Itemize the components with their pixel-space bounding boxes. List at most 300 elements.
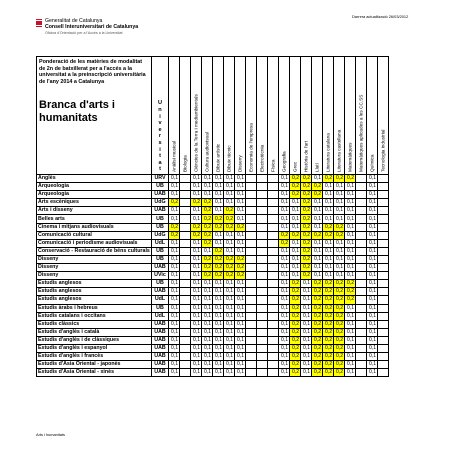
weight-cell [246, 353, 257, 361]
weight-cell: 0,2 [312, 369, 323, 377]
weight-cell: 0,1 [191, 288, 202, 296]
weight-cell [180, 272, 191, 280]
weight-cell: 0,1 [191, 255, 202, 263]
weight-cell: 0,1 [213, 336, 224, 344]
weight-cell: 0,2 [301, 199, 312, 207]
weight-cell: 0,1 [301, 304, 312, 312]
subject-header [268, 57, 279, 175]
university-code: UAB [152, 361, 169, 369]
weight-cell: 0,1 [345, 353, 356, 361]
weight-cell [268, 207, 279, 215]
weight-cell [268, 296, 279, 304]
weight-cell [246, 304, 257, 312]
table-row [37, 369, 389, 377]
subject-header-label: Disseny [237, 155, 243, 172]
weight-cell [268, 183, 279, 191]
weight-cell: 0,1 [202, 247, 213, 255]
weight-cell: 0,1 [334, 199, 345, 207]
weight-cell [356, 328, 367, 336]
subject-header-label: Economia de l'empresa [248, 123, 254, 172]
weight-cell: 0,1 [235, 175, 246, 183]
university-code: UAB [152, 344, 169, 352]
degree-name: Estudis d'Àsia Oriental - xinès [37, 369, 152, 377]
table-row [37, 264, 389, 272]
weight-cell: 0,2 [323, 328, 334, 336]
weight-cell: 0,1 [235, 296, 246, 304]
footer-label: Arts i humanitats [36, 432, 65, 437]
weight-cell: 0,2 [290, 231, 301, 239]
degree-name: Disseny [37, 264, 152, 272]
weight-cell [257, 288, 268, 296]
weight-cell: 0,1 [323, 264, 334, 272]
weight-cell: 0,1 [367, 199, 378, 207]
weight-cell: 0,1 [345, 361, 356, 369]
weight-cell: 0,1 [213, 199, 224, 207]
weight-cell [257, 312, 268, 320]
weight-cell [257, 296, 268, 304]
weight-cell: 0,2 [323, 231, 334, 239]
weight-cell: 0,1 [191, 247, 202, 255]
table-row [37, 353, 389, 361]
weight-cell: 0,1 [235, 207, 246, 215]
weight-cell [356, 296, 367, 304]
table-header-row [37, 57, 389, 175]
weight-cell: 0,1 [334, 239, 345, 247]
table-row [37, 239, 389, 247]
weight-cell [378, 296, 389, 304]
weight-cell [180, 231, 191, 239]
weight-cell: 0,1 [224, 247, 235, 255]
subject-header-label: Literatura catalana [325, 133, 331, 172]
weight-cell: 0,1 [279, 175, 290, 183]
weight-cell: 0,1 [345, 239, 356, 247]
weight-cell [180, 199, 191, 207]
weight-cell: 0,1 [279, 320, 290, 328]
weight-cell: 0,1 [367, 191, 378, 199]
weight-cell: 0,1 [224, 369, 235, 377]
weight-cell: 0,1 [367, 304, 378, 312]
weight-cell [378, 231, 389, 239]
weight-cell [356, 239, 367, 247]
degree-name: Comunicació i periodisme audiovisuals [37, 239, 152, 247]
weight-cell [268, 239, 279, 247]
university-code: UAB [152, 320, 169, 328]
weight-cell: 0,2 [301, 175, 312, 183]
weight-cell: 0,1 [334, 264, 345, 272]
weight-cell: 0,1 [367, 336, 378, 344]
weight-cell: 0,1 [279, 344, 290, 352]
weight-cell: 0,2 [345, 288, 356, 296]
weight-cell: 0,1 [235, 312, 246, 320]
weight-cell: 0,2 [323, 312, 334, 320]
subject-header [213, 57, 224, 175]
weight-cell: 0,2 [323, 361, 334, 369]
weight-cell [246, 272, 257, 280]
weight-cell [378, 272, 389, 280]
weight-cell: 0,2 [334, 353, 345, 361]
table-intro: Ponderació de les matèries de modalitat de 2n de batxillerat per a l'accés a la universitat a la preinscripció universitària de l'any 2014 a Catalunya [39, 59, 146, 85]
weight-cell: 0,2 [323, 353, 334, 361]
weight-cell: 0,2 [290, 304, 301, 312]
weight-cell: 0,1 [202, 312, 213, 320]
weight-cell: 0,1 [224, 231, 235, 239]
weight-cell: 0,2 [334, 344, 345, 352]
weight-cell [180, 207, 191, 215]
university-column-header: U n i v e r s i t a t [152, 57, 169, 175]
weight-cell: 0,1 [169, 175, 180, 183]
table-row [37, 191, 389, 199]
weight-cell [180, 247, 191, 255]
weight-cell: 0,2 [312, 296, 323, 304]
weight-cell: 0,2 [312, 320, 323, 328]
weight-cell: 0,2 [301, 264, 312, 272]
weight-cell: 0,1 [279, 369, 290, 377]
weight-cell [257, 353, 268, 361]
weight-cell: 0,2 [290, 344, 301, 352]
weight-cell: 0,2 [323, 280, 334, 288]
weight-cell: 0,1 [191, 215, 202, 223]
table-row [37, 175, 389, 183]
weight-cell: 0,1 [279, 191, 290, 199]
weight-cell: 0,1 [279, 312, 290, 320]
weight-cell: 0,1 [301, 361, 312, 369]
degree-name: Estudis catalans i occitans [37, 312, 152, 320]
weight-cell [257, 191, 268, 199]
weight-cell: 0,2 [290, 312, 301, 320]
weight-cell: 0,2 [224, 223, 235, 231]
weight-cell [180, 328, 191, 336]
subject-header [169, 57, 180, 175]
weight-cell: 0,1 [345, 255, 356, 263]
weight-cell: 0,1 [202, 336, 213, 344]
weight-cell [257, 207, 268, 215]
subject-header-label: Física [270, 159, 276, 172]
subject-header [290, 57, 301, 175]
weight-cell: 0,1 [312, 175, 323, 183]
weight-cell: 0,1 [367, 239, 378, 247]
weight-cell: 0,1 [213, 191, 224, 199]
weight-cell: 0,2 [312, 312, 323, 320]
weight-cell [378, 336, 389, 344]
weight-cell: 0,1 [213, 361, 224, 369]
weight-cell: 0,2 [312, 183, 323, 191]
weight-cell: 0,1 [345, 247, 356, 255]
weight-cell: 0,1 [224, 312, 235, 320]
weight-cell: 0,1 [191, 304, 202, 312]
weight-cell: 0,2 [301, 207, 312, 215]
weight-cell: 0,1 [290, 264, 301, 272]
weight-cell [356, 247, 367, 255]
weight-cell: 0,1 [301, 288, 312, 296]
weight-cell: 0,1 [345, 336, 356, 344]
weight-cell: 0,1 [213, 320, 224, 328]
subject-header [345, 57, 356, 175]
subject-header [323, 57, 334, 175]
university-code: UB [152, 255, 169, 263]
last-updated: Darrera actualització 26/03/2012 [352, 14, 409, 19]
university-code: UdL [152, 239, 169, 247]
weight-cell: 0,1 [224, 199, 235, 207]
weight-cell: 0,1 [191, 207, 202, 215]
weight-cell [268, 353, 279, 361]
weight-cell: 0,2 [235, 255, 246, 263]
weight-cell: 0,1 [367, 231, 378, 239]
weight-cell: 0,2 [202, 199, 213, 207]
weight-cell [246, 199, 257, 207]
weight-cell: 0,1 [301, 369, 312, 377]
weight-cell: 0,2 [224, 264, 235, 272]
weight-cell: 0,1 [235, 320, 246, 328]
weight-cell: 0,1 [279, 280, 290, 288]
university-code: UAB [152, 264, 169, 272]
weight-cell: 0,1 [312, 272, 323, 280]
weight-cell: 0,1 [235, 344, 246, 352]
subject-header [378, 57, 389, 175]
weight-cell [378, 255, 389, 263]
weight-cell [378, 328, 389, 336]
weight-cell: 0,2 [345, 296, 356, 304]
weight-cell [246, 296, 257, 304]
weight-cell [268, 328, 279, 336]
weight-cell [246, 264, 257, 272]
weight-cell: 0,1 [279, 215, 290, 223]
weight-cell: 0,1 [323, 272, 334, 280]
weight-cell: 0,1 [367, 215, 378, 223]
subject-header [202, 57, 213, 175]
weight-cell [257, 183, 268, 191]
weight-cell: 0,2 [312, 361, 323, 369]
weight-cell: 0,2 [213, 264, 224, 272]
weight-cell: 0,1 [334, 191, 345, 199]
weight-cell: 0,2 [290, 328, 301, 336]
weight-cell: 0,1 [235, 304, 246, 312]
weight-cell: 0,1 [202, 183, 213, 191]
weight-cell: 0,2 [323, 175, 334, 183]
weight-cell [257, 336, 268, 344]
weight-cell: 0,1 [334, 255, 345, 263]
subject-header-label: Ciències de la Terra i mediambientals [193, 94, 199, 172]
weight-cell: 0,1 [290, 199, 301, 207]
weight-cell: 0,1 [169, 215, 180, 223]
weight-cell: 0,2 [301, 191, 312, 199]
weight-cell [378, 288, 389, 296]
weight-cell: 0,2 [312, 353, 323, 361]
weight-cell: 0,1 [312, 264, 323, 272]
weight-cell [257, 361, 268, 369]
subject-header [246, 57, 257, 175]
weight-cell: 0,1 [301, 353, 312, 361]
weight-cell: 0,1 [323, 255, 334, 263]
degree-name: Estudis d'anglès i espanyol [37, 344, 152, 352]
weight-cell: 0,1 [345, 191, 356, 199]
weight-cell: 0,2 [202, 272, 213, 280]
university-code: UB [152, 247, 169, 255]
weight-cell: 0,1 [191, 336, 202, 344]
weight-cell: 0,1 [191, 369, 202, 377]
weight-cell [378, 223, 389, 231]
weight-cell [268, 247, 279, 255]
table-row [37, 199, 389, 207]
weight-cell [180, 361, 191, 369]
weight-cell [378, 191, 389, 199]
weight-cell [180, 296, 191, 304]
weight-cell: 0,1 [224, 336, 235, 344]
weight-cell: 0,2 [334, 280, 345, 288]
weight-cell: 0,1 [279, 199, 290, 207]
university-code: UAB [152, 369, 169, 377]
weight-cell [356, 272, 367, 280]
weight-cell: 0,1 [213, 328, 224, 336]
weight-cell: 0,1 [279, 304, 290, 312]
weight-cell: 0,1 [224, 304, 235, 312]
subject-header [367, 57, 378, 175]
weight-cell: 0,1 [290, 239, 301, 247]
weight-cell: 0,1 [224, 191, 235, 199]
weight-cell [257, 255, 268, 263]
weight-cell [180, 320, 191, 328]
weight-cell: 0,1 [235, 183, 246, 191]
weight-cell [257, 239, 268, 247]
weight-cell: 0,1 [367, 272, 378, 280]
weight-cell [356, 361, 367, 369]
table-row [37, 304, 389, 312]
weight-cell: 0,1 [367, 264, 378, 272]
university-code: UAB [152, 288, 169, 296]
weight-cell: 0,2 [224, 272, 235, 280]
weight-cell [257, 304, 268, 312]
weight-cell: 0,1 [169, 344, 180, 352]
weight-cell [180, 183, 191, 191]
weight-cell: 0,2 [334, 369, 345, 377]
weight-cell [246, 191, 257, 199]
weight-cell: 0,1 [213, 344, 224, 352]
weight-cell: 0,2 [334, 312, 345, 320]
weight-cell: 0,1 [345, 344, 356, 352]
table-row [37, 361, 389, 369]
weight-cell: 0,1 [235, 239, 246, 247]
weight-cell: 0,1 [345, 328, 356, 336]
table-row [37, 288, 389, 296]
weight-cell: 0,1 [345, 183, 356, 191]
weight-cell: 0,1 [367, 255, 378, 263]
weight-cell: 0,1 [279, 255, 290, 263]
subject-header [224, 57, 235, 175]
weight-cell: 0,1 [323, 247, 334, 255]
weight-cell: 0,1 [323, 191, 334, 199]
weight-cell: 0,1 [169, 312, 180, 320]
degree-name: Anglès [37, 175, 152, 183]
weight-cell: 0,1 [169, 247, 180, 255]
weight-cell: 0,2 [312, 336, 323, 344]
weight-cell: 0,1 [235, 231, 246, 239]
weight-cell: 0,2 [334, 304, 345, 312]
weight-cell: 0,1 [279, 328, 290, 336]
university-code: UdL [152, 296, 169, 304]
weight-cell: 0,2 [334, 223, 345, 231]
weight-cell: 0,1 [367, 361, 378, 369]
weight-cell: 0,1 [235, 288, 246, 296]
weight-cell: 0,1 [191, 175, 202, 183]
weight-cell [246, 280, 257, 288]
weight-cell: 0,2 [224, 215, 235, 223]
weight-cell: 0,1 [169, 304, 180, 312]
weight-cell [246, 247, 257, 255]
weight-cell: 0,1 [290, 223, 301, 231]
table-row [37, 328, 389, 336]
weight-cell: 0,1 [279, 353, 290, 361]
weight-cell [246, 231, 257, 239]
weight-cell: 0,1 [191, 353, 202, 361]
weight-cell: 0,2 [213, 215, 224, 223]
weight-cell [246, 361, 257, 369]
weight-cell: 0,1 [367, 207, 378, 215]
weight-cell [356, 191, 367, 199]
weight-cell: 0,1 [169, 239, 180, 247]
weight-cell [180, 223, 191, 231]
weight-cell: 0,1 [312, 199, 323, 207]
weight-cell: 0,2 [334, 320, 345, 328]
weight-cell: 0,1 [279, 247, 290, 255]
weight-cell: 0,1 [224, 239, 235, 247]
logo-line-3: Oficina d'Orientació per a l'Accés a la Universitat [45, 31, 123, 35]
subject-header-label: Història de l'art [303, 140, 309, 172]
table-row [37, 272, 389, 280]
weight-cell [356, 207, 367, 215]
weight-cell [257, 223, 268, 231]
weight-cell: 0,2 [301, 272, 312, 280]
weight-cell: 0,1 [279, 207, 290, 215]
weight-cell: 0,1 [213, 207, 224, 215]
weight-cell [356, 231, 367, 239]
weight-cell: 0,2 [290, 288, 301, 296]
weight-cell: 0,2 [312, 231, 323, 239]
weight-cell: 0,2 [312, 344, 323, 352]
weight-cell: 0,1 [191, 280, 202, 288]
weight-cell: 0,1 [312, 207, 323, 215]
degree-name: Estudis clàssics [37, 320, 152, 328]
subject-header [235, 57, 246, 175]
degree-name: Arqueologia [37, 183, 152, 191]
weight-cell: 0,1 [367, 247, 378, 255]
weight-cell [268, 304, 279, 312]
weight-cell [246, 312, 257, 320]
weight-cell: 0,2 [334, 231, 345, 239]
table-body [37, 175, 389, 377]
subject-header [334, 57, 345, 175]
weight-cell: 0,1 [345, 215, 356, 223]
weight-cell: 0,2 [334, 296, 345, 304]
weight-cell [268, 312, 279, 320]
weight-cell [246, 175, 257, 183]
weight-cell: 0,1 [334, 272, 345, 280]
weight-cell [356, 336, 367, 344]
weight-cell [180, 264, 191, 272]
weight-cell: 0,1 [191, 239, 202, 247]
weight-cell [268, 288, 279, 296]
weight-cell [257, 264, 268, 272]
weight-cell: 0,1 [202, 288, 213, 296]
subject-header-label: Matemàtiques aplicades a les CC.SS [358, 94, 364, 172]
degree-name: Estudis anglesos [37, 280, 152, 288]
weight-cell [268, 255, 279, 263]
weight-cell [378, 369, 389, 377]
weight-cell: 0,2 [235, 223, 246, 231]
weight-cell: 0,1 [345, 223, 356, 231]
weight-cell [246, 223, 257, 231]
weight-cell: 0,1 [334, 215, 345, 223]
weight-cell: 0,1 [224, 175, 235, 183]
weight-cell: 0,1 [301, 328, 312, 336]
